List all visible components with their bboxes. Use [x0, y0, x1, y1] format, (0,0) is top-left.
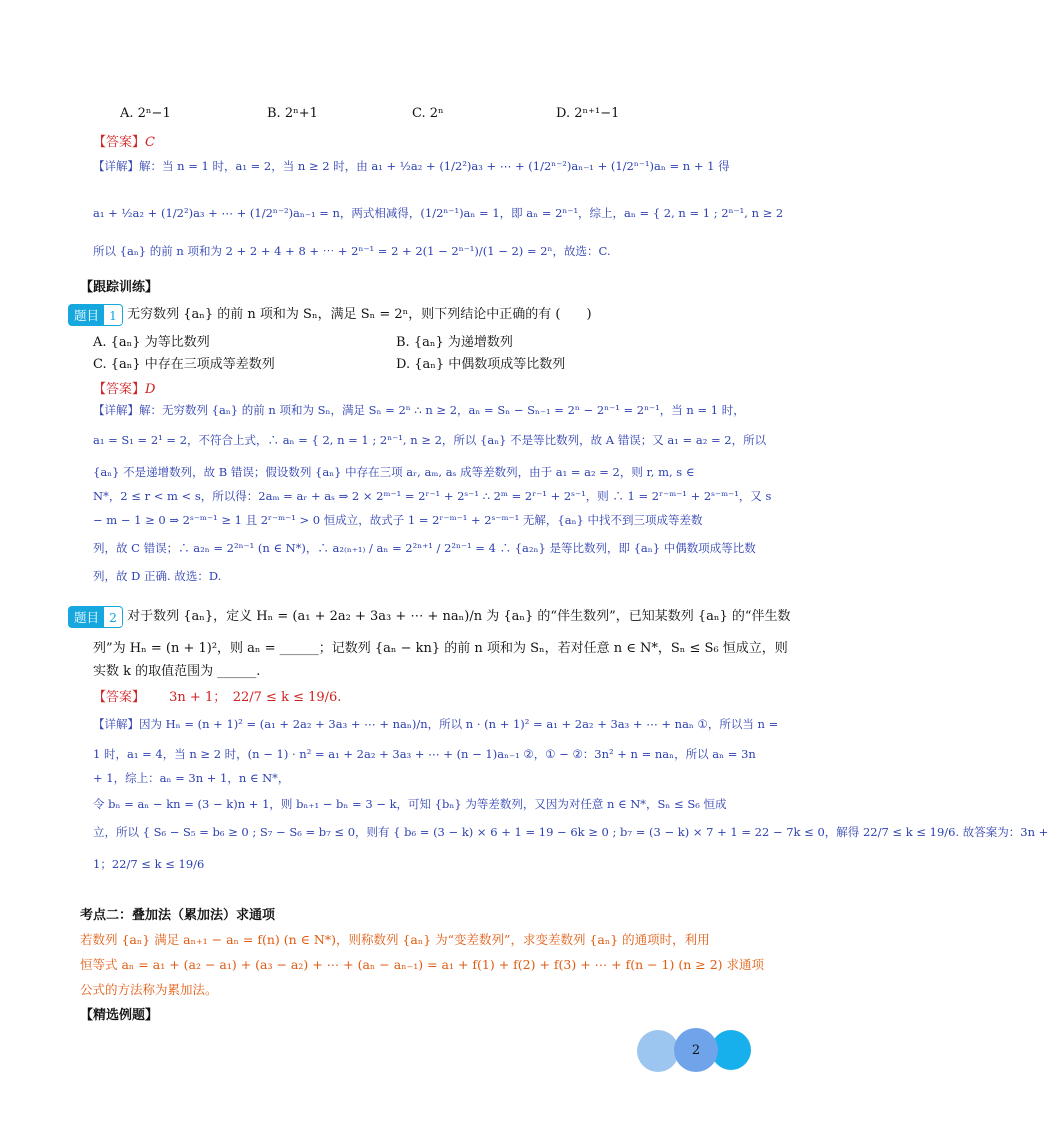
- page-number-badge: [674, 1028, 718, 1072]
- q2-detail-5: 立，所以 { S₆ − S₅ = b₆ ≥ 0 ; S₇ − S₆ = b₇ ≤ 0，则有 { b₆ = (3 − k) × 6 + 1 = 19 − 6k ≥ 0 ; b₇ = (3 − k) × 7 + 1 = 22 − 7k ≤ 0，解得 22/7 ≤ k ≤ 19/6. 故答案为：3n +: [93, 825, 1048, 839]
- q1-tag: [68, 304, 123, 326]
- q1-detail-1: [93, 402, 745, 418]
- q1-detail-7: 列，故 D 正确. 故选：D.: [93, 569, 222, 583]
- q2-detail-label: 【详解】: [93, 717, 139, 731]
- kaodian-text-1: 若数列 {aₙ} 满足 aₙ₊₁ − aₙ = f(n) (n ∈ N*)，则称数列 {aₙ} 为“变差数列”，求变差数列 {aₙ} 的通项时，利用: [80, 932, 710, 947]
- q1-detail-3: {aₙ} 不是递增数列，故 B 错误；假设数列 {aₙ} 中存在三项 aᵣ, aₘ, aₛ 成等差数列，由于 a₁ = a₂ = 2，则 r, m, s ∈: [93, 465, 695, 479]
- section-follow: 【跟踪训练】: [80, 280, 159, 295]
- q1-tag-num: 1: [104, 307, 122, 324]
- q2-answer: [93, 686, 341, 705]
- page-number: 2: [691, 1042, 701, 1058]
- footer-circle-left: [637, 1030, 679, 1072]
- q2-stem-text-1: 对于数列 {aₙ}，定义 Hₙ = (a₁ + 2a₂ + 3a₃ + ⋯ + naₙ)/n 为 {aₙ} 的“伴生数列”，已知某数列 {aₙ} 的“伴生数: [127, 609, 791, 624]
- option-c: C. 2ⁿ: [412, 106, 444, 121]
- q2-detail-text: 因为 Hₙ = (n + 1)² = (a₁ + 2a₂ + 3a₃ + ⋯ + naₙ)/n，所以 n · (n + 1)² = a₁ + 2a₂ + 3a₃ + ⋯ + naₙ ①，所以当 n =: [139, 717, 779, 731]
- q1-detail-text: 解：无穷数列 {aₙ} 的前 n 项和为 Sₙ，满足 Sₙ = 2ⁿ ∴ n ≥ 2，aₙ = Sₙ − Sₙ₋₁ = 2ⁿ − 2ⁿ⁻¹ = 2ⁿ⁻¹，当 n = 1 时，: [139, 403, 745, 417]
- kaodian-text-2: 恒等式 aₙ = a₁ + (a₂ − a₁) + (a₃ − a₂) + ⋯ + (aₙ − aₙ₋₁) = a₁ + f(1) + f(2) + f(3) + ⋯ + f(n − 1) (n ≥ 2) 求通项: [80, 957, 765, 972]
- q1-detail-2: a₁ = S₁ = 2¹ = 2，不符合上式，∴ aₙ = { 2, n = 1 ; 2ⁿ⁻¹, n ≥ 2，所以 {aₙ} 不是等比数列，故 A 错误；又 a₁ = a₂ = 2，所以: [93, 433, 767, 447]
- q2-tag: [68, 606, 123, 628]
- q1-answer: [93, 378, 155, 397]
- kaodian-title: 考点二：叠加法（累加法）求通项: [80, 908, 276, 923]
- option-d: D. 2ⁿ⁺¹−1: [556, 106, 620, 121]
- option-b: B. 2ⁿ+1: [267, 106, 318, 121]
- q2-answer-label: 【答案】: [93, 690, 146, 705]
- section-select: 【精选例题】: [80, 1008, 159, 1023]
- q1-detail-5: − m − 1 ≥ 0 ⇒ 2ˢ⁻ᵐ⁻¹ ≥ 1 且 2ʳ⁻ᵐ⁻¹ > 0 恒成立，故式子 1 = 2ʳ⁻ᵐ⁻¹ + 2ˢ⁻ᵐ⁻¹ 无解，{aₙ} 中找不到三项成等差数: [93, 513, 703, 527]
- q2-detail-3: + 1，综上：aₙ = 3n + 1，n ∈ N*，: [93, 771, 290, 785]
- q1-option-a: A. {aₙ} 为等比数列: [93, 335, 210, 350]
- option-a: A. 2ⁿ−1: [120, 106, 171, 121]
- q1-answer-value: D: [145, 382, 156, 397]
- q2-stem-1: [68, 605, 791, 628]
- q1-option-c: C. {aₙ} 中存在三项成等差数列: [93, 357, 275, 372]
- q1-stem: [68, 303, 592, 326]
- answer-label: 【答案】: [93, 135, 146, 150]
- detail-label: 【详解】: [93, 159, 139, 173]
- detail-top-line1: [93, 158, 730, 174]
- detail-top-line3: 所以 {aₙ} 的前 n 项和为 2 + 2 + 4 + 8 + ⋯ + 2ⁿ⁻¹ = 2 + 2(1 − 2ⁿ⁻¹)/(1 − 2) = 2ⁿ，故选：C.: [93, 244, 611, 258]
- q1-option-b: B. {aₙ} 为递增数列: [396, 335, 513, 350]
- q2-stem-3: 实数 k 的取值范围为 ______.: [93, 664, 261, 679]
- q2-detail-1: [93, 716, 778, 732]
- q2-stem-2: 列”为 Hₙ = (n + 1)²，则 aₙ = ______；记数列 {aₙ − kn} 的前 n 项和为 Sₙ，若对任意 n ∈ N*，Sₙ ≤ S₆ 恒成立，则: [93, 641, 788, 656]
- kaodian-text-3: 公式的方法称为累加法。: [80, 982, 218, 997]
- q1-detail-label: 【详解】: [93, 403, 139, 417]
- answer-value: C: [145, 135, 155, 150]
- detail-top-line2: a₁ + ½a₂ + (1/2²)a₃ + ⋯ + (1/2ⁿ⁻²)aₙ₋₁ = n，两式相减得，(1/2ⁿ⁻¹)aₙ = 1，即 aₙ = 2ⁿ⁻¹，综上，aₙ = { 2, n = 1 ; 2ⁿ⁻¹, n ≥ 2: [93, 206, 784, 220]
- answer-top: [93, 131, 155, 150]
- q1-answer-label: 【答案】: [93, 382, 146, 397]
- q2-detail-4: 令 bₙ = aₙ − kn = (3 − k)n + 1，则 bₙ₊₁ − bₙ = 3 − k，可知 {bₙ} 为等差数列，又因为对任意 n ∈ N*，Sₙ ≤ S₆ 恒成: [93, 797, 727, 811]
- q1-detail-4: N*，2 ≤ r < m < s，所以得：2aₘ = aᵣ + aₛ ⇒ 2 × 2ᵐ⁻¹ = 2ʳ⁻¹ + 2ˢ⁻¹ ∴ 2ᵐ = 2ʳ⁻¹ + 2ˢ⁻¹，则 ∴ 1 = 2ʳ⁻ᵐ⁻¹ + 2ˢ⁻ᵐ⁻¹，又 s: [93, 489, 772, 503]
- q2-tag-label: 题目: [69, 607, 104, 627]
- q1-detail-6: 列，故 C 错误；∴ a₂ₙ = 2²ⁿ⁻¹ (n ∈ N*)，∴ a₂₍ₙ₊₁₎ / aₙ = 2²ⁿ⁺¹ / 2²ⁿ⁻¹ = 4 ∴ {a₂ₙ} 是等比数列，即 {aₙ} 中偶数项成等比数: [93, 541, 756, 555]
- q1-tag-label: 题目: [69, 305, 104, 325]
- q2-answer-value: 3n + 1； 22/7 ≤ k ≤ 19/6.: [169, 690, 342, 705]
- q2-detail-6: 1；22/7 ≤ k ≤ 19/6: [93, 857, 205, 871]
- q2-detail-2: 1 时，a₁ = 4，当 n ≥ 2 时，(n − 1) · n² = a₁ + 2a₂ + 3a₃ + ⋯ + (n − 1)aₙ₋₁ ②，① − ②：3n² + n = naₙ，所以 aₙ = 3n: [93, 747, 756, 761]
- q1-option-d: D. {aₙ} 中偶数项成等比数列: [396, 357, 566, 372]
- q2-tag-num: 2: [104, 609, 122, 626]
- detail-text: 解：当 n = 1 时，a₁ = 2，当 n ≥ 2 时，由 a₁ + ½a₂ + (1/2²)a₃ + ⋯ + (1/2ⁿ⁻²)aₙ₋₁ + (1/2ⁿ⁻¹)aₙ = n + 1 得: [139, 159, 730, 173]
- q1-stem-text: 无穷数列 {aₙ} 的前 n 项和为 Sₙ，满足 Sₙ = 2ⁿ，则下列结论中正确的有 ( ): [127, 307, 592, 322]
